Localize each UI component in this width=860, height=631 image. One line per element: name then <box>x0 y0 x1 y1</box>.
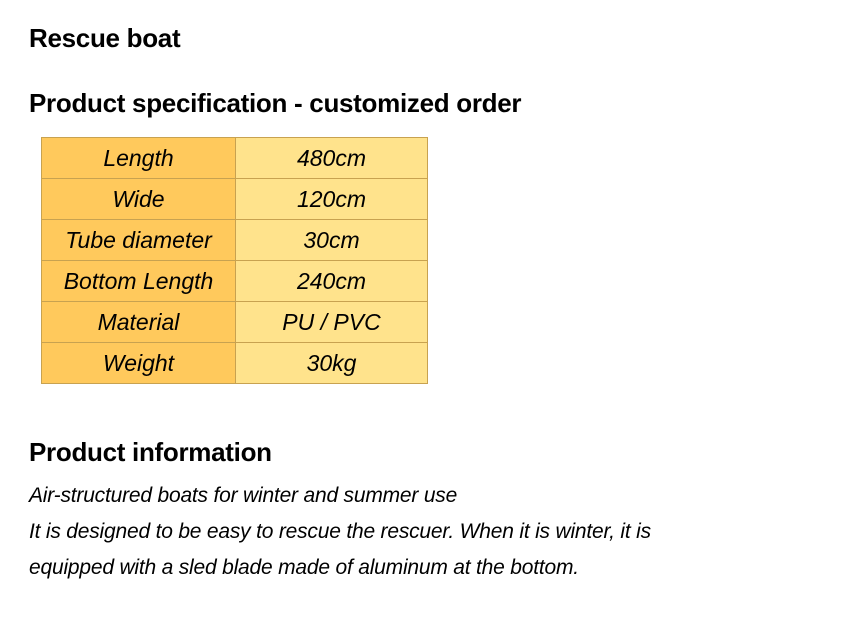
spec-label: Weight <box>42 343 236 384</box>
spec-label: Wide <box>42 179 236 220</box>
spec-row-material <box>42 302 428 343</box>
info-line: equipped with a sled blade made of aluminum at the bottom. <box>29 556 579 579</box>
info-heading: Product information <box>29 437 272 467</box>
spec-value: 30cm <box>236 220 428 261</box>
spec-row-length <box>42 138 428 179</box>
spec-row-tube-diameter <box>42 220 428 261</box>
spec-value: PU / PVC <box>236 302 428 343</box>
spec-label: Material <box>42 302 236 343</box>
spec-label: Bottom Length <box>42 261 236 302</box>
spec-row-bottom-length <box>42 261 428 302</box>
info-line: It is designed to be easy to rescue the rescuer. When it is winter, it is <box>29 520 651 543</box>
spec-table <box>41 137 428 384</box>
page-title: Rescue boat <box>29 23 181 53</box>
spec-value: 30kg <box>236 343 428 384</box>
spec-heading: Product specification - customized order <box>29 88 522 118</box>
spec-row-weight <box>42 343 428 384</box>
spec-row-wide <box>42 179 428 220</box>
spec-value: 240cm <box>236 261 428 302</box>
spec-value: 120cm <box>236 179 428 220</box>
spec-label: Tube diameter <box>42 220 236 261</box>
info-text <box>29 478 849 586</box>
spec-value: 480cm <box>236 138 428 179</box>
info-line: Air-structured boats for winter and summer use <box>29 484 458 507</box>
spec-label: Length <box>42 138 236 179</box>
